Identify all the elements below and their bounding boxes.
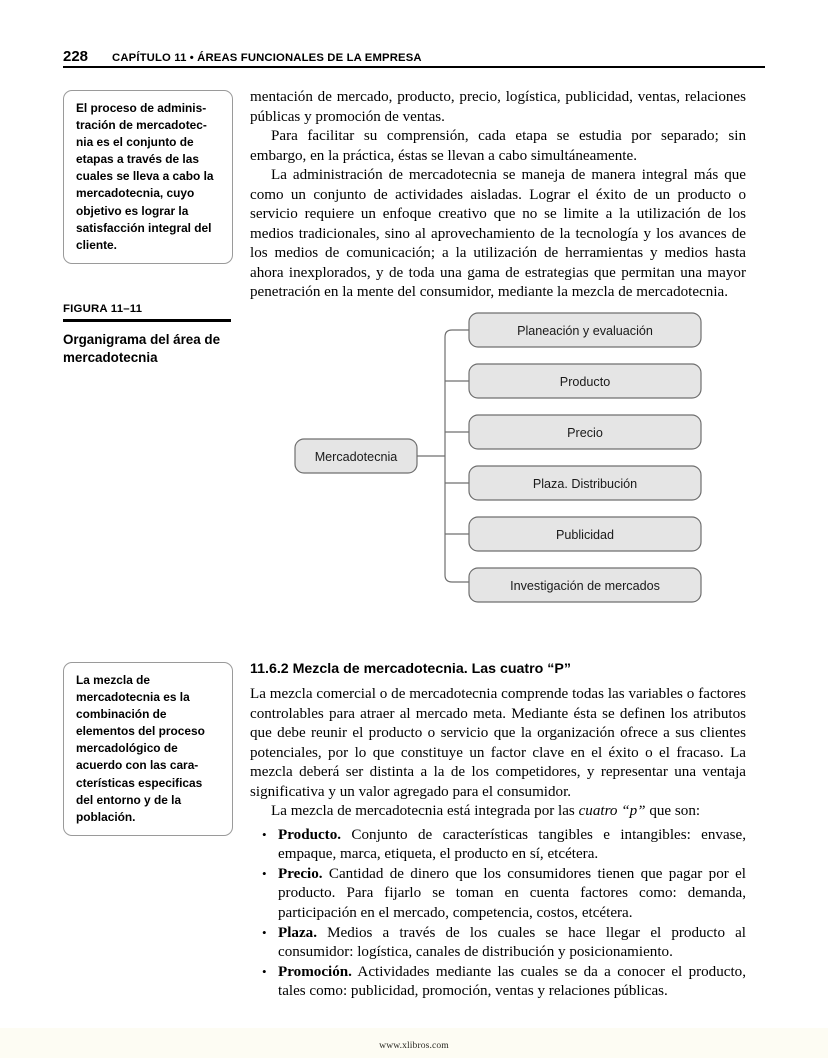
node-child-1	[469, 313, 701, 347]
figure-caption	[63, 303, 233, 367]
node-child-1-label: Planeación y evaluación	[517, 324, 653, 338]
figure-caption-rule	[63, 319, 231, 322]
section-paragraph-1: La mezcla comercial o de mercadotecnia comprende todas las variables o factores controlables para atraer al mercado meta. Mediante ésta se definen los atributos que debe reunir el producto o servicio que la organización ofrece a sus clientes potenciales, por lo que constituye un factor clave en el éxito o el fracaso. La mezcla deberá ser distinta a la de los competidores, y representar una ventaja significativa y un valor agregado para el consumidor.	[250, 686, 746, 800]
node-child-4	[469, 466, 701, 500]
running-head	[63, 48, 765, 65]
list-item-term: Precio.	[278, 865, 323, 882]
list-item-term: Promoción.	[278, 963, 352, 980]
list-item-term: Plaza.	[278, 924, 317, 941]
node-child-4-label: Plaza. Distribución	[532, 477, 638, 491]
paragraph-2: Para facilitar su comprensión, cada etapa se estudia por separado; sin embargo, en la práctica, éstas se llevan a cabo simultáneamente.	[250, 128, 746, 164]
node-child-2	[469, 364, 701, 398]
bullet-icon: •	[262, 925, 267, 941]
margin-callout-mezcla: La mezcla de mercadotecnia es la combinación de elementos del proceso mercadológico de acuerdo con las cara-cterísticas especificas del entorno y de la población.	[63, 662, 233, 836]
node-root-label: Mercadotecnia	[314, 450, 398, 464]
figure-title: Organigrama del área de mercadotecnia	[63, 332, 221, 366]
list-item	[250, 924, 746, 963]
list-item	[250, 826, 746, 865]
bullet-icon: •	[262, 827, 267, 843]
list-item-text: Actividades mediante las cuales se da a conocer el producto, tales como: publicidad, promoción, ventas y relaciones públicas.	[278, 963, 746, 1000]
footer-url: www.xlibros.com	[379, 1040, 449, 1051]
list-item-text: Cantidad de dinero que los consumidores tienen que pagar por el producto. Para fijarlo se toman en cuenta factores como: demanda, participación en el mercado, competencia, costos, etcétera.	[278, 865, 746, 922]
node-root	[295, 439, 417, 473]
para-2-italic: cuatro “p”	[578, 803, 646, 820]
node-child-3-label: Precio	[567, 426, 603, 440]
list-item	[250, 963, 746, 1002]
chapter-title: CAPÍTULO 11 • ÁREAS FUNCIONALES DE LA EMPRESA	[112, 52, 422, 64]
node-child-6	[469, 568, 701, 602]
header-rule	[63, 66, 765, 68]
figure-number: FIGURA 11–11	[63, 303, 143, 315]
list-item	[250, 865, 746, 924]
para-2-suffix: que son:	[645, 803, 701, 820]
connector-lines	[417, 330, 470, 582]
margin-callout-definition: El proceso de adminis-tración de mercadotec-nia es el conjunto de etapas a través de las cuales se lleva a cabo la mercadotecnia, cuyo objetivo es lograr la satisfacción integral del cliente.	[63, 90, 233, 264]
node-child-3	[469, 415, 701, 449]
list-item-text: Medios a través de los cuales se hace llegar el producto al consumidor: logística, canales de distribución y posicionamiento.	[278, 924, 746, 961]
node-child-2-label: Producto	[559, 375, 611, 389]
node-child-5-label: Publicidad	[555, 528, 615, 542]
bullet-icon: •	[262, 866, 267, 882]
page-number: 228	[63, 48, 89, 65]
section-paragraph-2	[250, 802, 746, 822]
section-11-6-2	[250, 660, 746, 1002]
organigrama-figure	[290, 308, 710, 608]
organigrama-svg	[290, 308, 710, 608]
bullet-icon: •	[262, 964, 267, 980]
node-child-6-label: Investigación de mercados	[510, 579, 660, 593]
list-item-term: Producto.	[278, 826, 342, 843]
para-2-prefix: La mezcla de mercadotecnia está integrada por las	[271, 803, 579, 820]
paragraph-3: La administración de mercadotecnia se maneja de manera integral más que como un conjunto de actividades aisladas. Lograr el éxito de un producto o servicio requiere un enfoque creativo que no se limite a la utilización de los medios tradicionales, sino al aprovechamiento de la tecnología y los avances de los medios de comunicación; a la utilización de herramientas y medios hasta ahora inexplorados, y de toda una gama de estrategias que permitan una mayor penetración en la mente del consumidor, mediante la mezcla de mercadotecnia.	[250, 167, 746, 301]
body-column	[250, 88, 746, 303]
section-heading: 11.6.2 Mezcla de mercadotecnia. Las cuatro “P”	[250, 661, 571, 677]
paragraph-1: mentación de mercado, producto, precio, logística, publicidad, ventas, relaciones públicas y promoción de ventas.	[250, 89, 746, 125]
four-p-list	[250, 826, 746, 1002]
node-child-5	[469, 517, 701, 551]
list-item-text: Conjunto de características tangibles e intangibles: envase, empaque, marca, etiqueta, el producto en sí, etcétera.	[278, 826, 746, 863]
